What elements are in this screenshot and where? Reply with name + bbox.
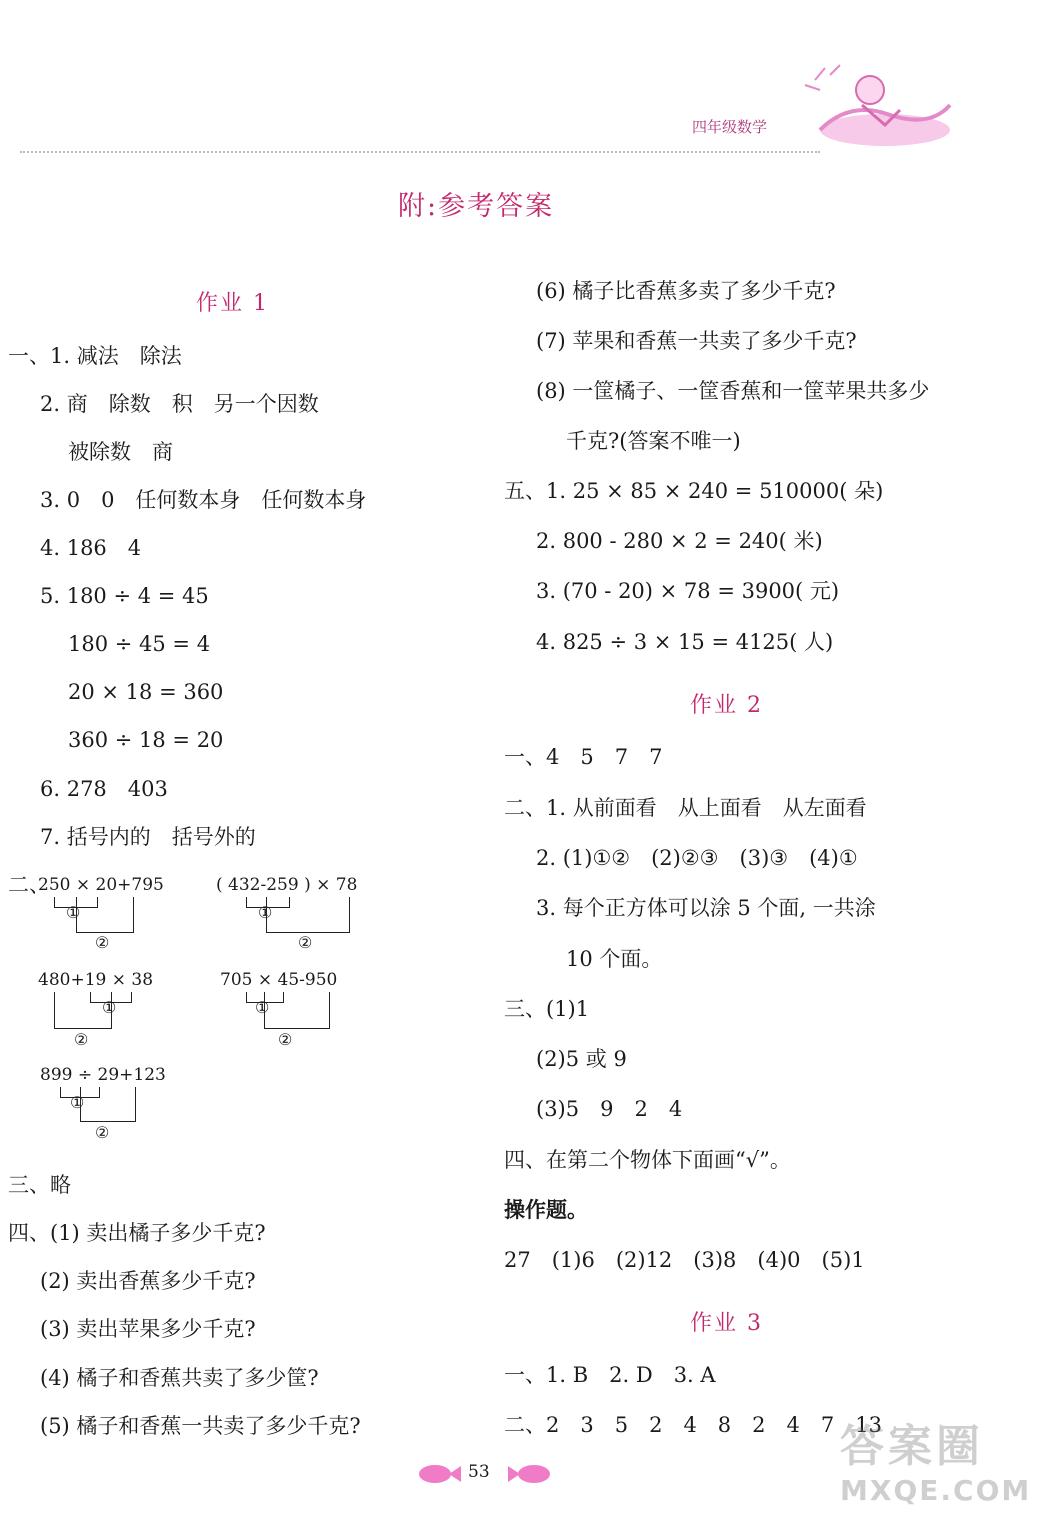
- order-expression-2: ( 432-259 ) × 78: [216, 875, 358, 895]
- hw1-after-line-1: 三、略: [8, 1173, 71, 1197]
- bracket-step2: [80, 1087, 136, 1122]
- hw1-line-5: 4. 186 4: [40, 536, 142, 560]
- hw1-line-8: 20 × 18 = 360: [68, 680, 224, 704]
- order-expression-1: 250 × 20+795: [38, 875, 164, 895]
- step2-marker: ②: [298, 933, 313, 952]
- surfer-decoration-icon: [790, 60, 960, 155]
- bracket-step2: [76, 897, 134, 933]
- hw1-line-10: 6. 278 403: [40, 777, 168, 801]
- right-line-8: 4. 825 ÷ 3 × 15 = 4125( 人): [536, 630, 834, 654]
- right-fish-icon: [504, 1458, 554, 1486]
- hw1-line-7: 180 ÷ 45 = 4: [68, 632, 211, 656]
- hw1-line-1: 一、1. 减法 除法: [8, 344, 182, 368]
- hw1-heading: 作业 1: [196, 291, 269, 316]
- right-line-4: 千克?(答案不唯一): [566, 429, 741, 453]
- right-line-3: (8) 一筐橘子、一筐香蕉和一筐苹果共多少: [536, 379, 930, 403]
- step1-marker: ①: [102, 998, 117, 1017]
- right-line-1: (6) 橘子比香蕉多卖了多少千克?: [536, 279, 836, 303]
- order-expression-3: 480+19 × 38: [38, 970, 154, 990]
- step1-marker: ①: [66, 903, 81, 922]
- bracket-step2: [264, 992, 330, 1029]
- hw1-line-6: 5. 180 ÷ 4 = 45: [40, 584, 209, 608]
- hw2-line-7: (2)5 或 9: [536, 1047, 627, 1071]
- hw2-line-9: 四、在第二个物体下面画“√”。: [504, 1148, 791, 1172]
- right-line-2: (7) 苹果和香蕉一共卖了多少千克?: [536, 329, 857, 353]
- hw3-line-2: 二、2 3 5 2 4 8 2 4 7 13: [504, 1413, 882, 1437]
- right-line-7: 3. (70 - 20) × 78 = 3900( 元): [536, 579, 840, 603]
- hw1-line-2: 2. 商 除数 积 另一个因数: [40, 392, 319, 416]
- hw1-line-9: 360 ÷ 18 = 20: [68, 728, 224, 752]
- hw3-heading: 作业 3: [690, 1311, 763, 1336]
- step2-marker: ②: [95, 933, 110, 952]
- step1-marker: ①: [255, 998, 270, 1017]
- step2-marker: ②: [74, 1030, 89, 1049]
- right-line-5: 五、1. 25 × 85 × 240 = 510000( 朵): [504, 479, 884, 503]
- hw1-after-line-6: (5) 橘子和香蕉一共卖了多少千克?: [40, 1414, 361, 1438]
- order-section-label: 二、: [8, 873, 50, 897]
- hw1-after-line-2: 四、(1) 卖出橘子多少千克?: [8, 1221, 266, 1245]
- step1-marker: ①: [258, 903, 273, 922]
- step2-marker: ②: [95, 1123, 110, 1142]
- hw1-after-line-3: (2) 卖出香蕉多少千克?: [40, 1269, 256, 1293]
- bracket-step2: [266, 897, 350, 933]
- step1-marker: ①: [70, 1093, 85, 1112]
- left-fish-icon: [415, 1458, 465, 1486]
- grade-label: 四年级数学: [692, 118, 768, 136]
- bracket-step2: [54, 992, 112, 1029]
- hw2-line-6: 三、(1)1: [504, 997, 590, 1021]
- right-line-6: 2. 800 - 280 × 2 = 240( 米): [536, 529, 823, 553]
- order-expression-5: 899 ÷ 29+123: [40, 1065, 166, 1085]
- hw2-line-5: 10 个面。: [566, 947, 663, 971]
- hw2-line-1: 一、4 5 7 7: [504, 745, 663, 769]
- hw2-line-8: (3)5 9 2 4: [536, 1097, 683, 1121]
- hw1-after-line-4: (3) 卖出苹果多少千克?: [40, 1317, 256, 1341]
- watermark-logo: 答案圈 MXQE.COM: [840, 1421, 1032, 1507]
- hw2-line-3: 2. (1)①② (2)②③ (3)③ (4)①: [536, 846, 858, 870]
- hw1-after-line-5: (4) 橘子和香蕉共卖了多少筐?: [40, 1366, 319, 1390]
- hw2-line-2: 二、1. 从前面看 从上面看 从左面看: [504, 796, 867, 820]
- hw2-line-4: 3. 每个正方体可以涂 5 个面, 一共涂: [536, 896, 876, 920]
- header-divider: [20, 151, 820, 153]
- step2-marker: ②: [278, 1030, 293, 1049]
- page-title: 附:参考答案: [398, 191, 555, 222]
- hw2-line-10: 操作题。: [504, 1197, 588, 1222]
- order-expression-4: 705 × 45-950: [220, 970, 338, 990]
- hw2-line-11: 27 (1)6 (2)12 (3)8 (4)0 (5)1: [504, 1248, 865, 1272]
- hw1-line-11: 7. 括号内的 括号外的: [40, 825, 256, 849]
- hw1-line-4: 3. 0 0 任何数本身 任何数本身: [40, 488, 367, 512]
- page-number: 53: [468, 1462, 490, 1482]
- hw1-line-3: 被除数 商: [68, 440, 173, 464]
- hw2-heading: 作业 2: [690, 693, 763, 718]
- hw3-line-1: 一、1. B 2. D 3. A: [504, 1363, 716, 1387]
